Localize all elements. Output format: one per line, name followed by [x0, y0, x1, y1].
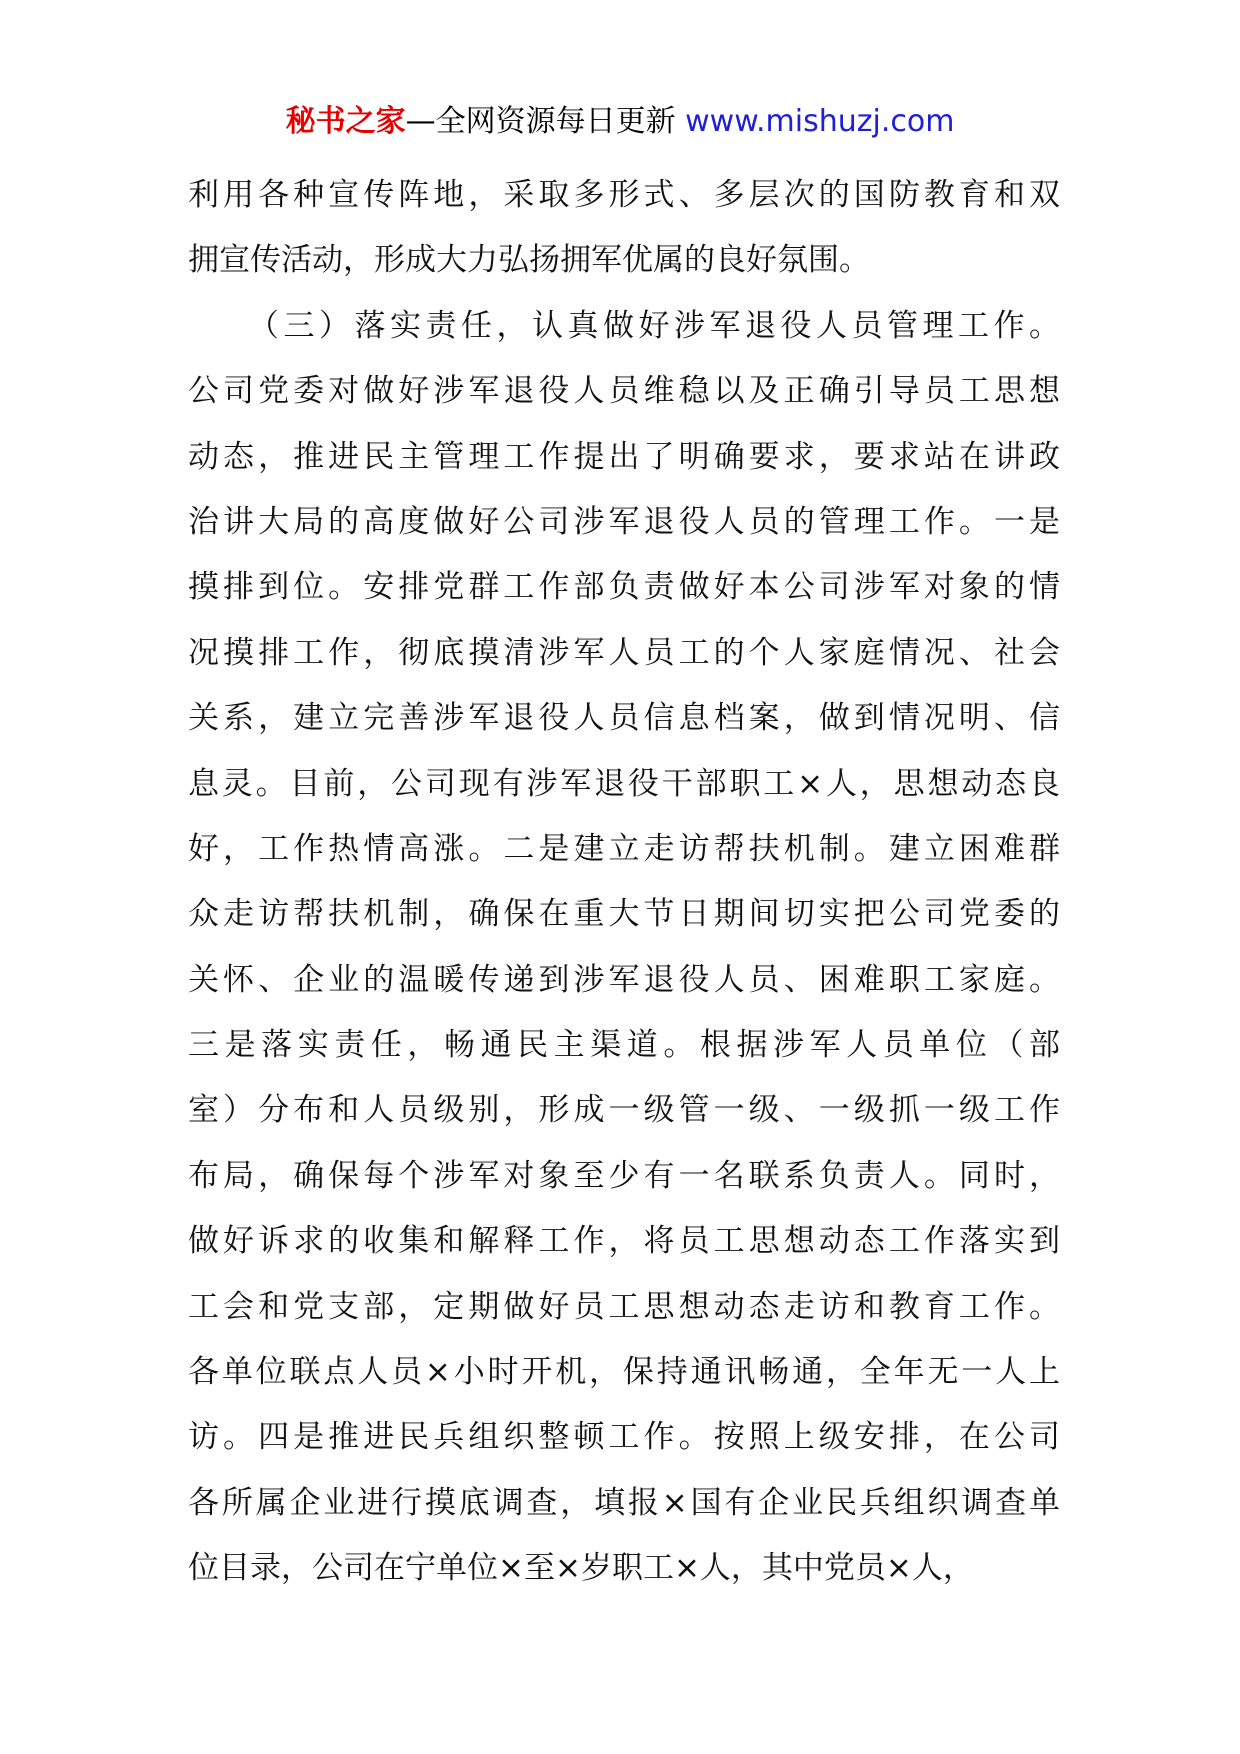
- section-heading: （三）落实责任，认真做好涉军退役人员管理工作。: [248, 307, 1060, 344]
- body-line: 各单位联点人员×小时开机，保持通讯畅通，全年无一人上: [188, 1354, 1060, 1391]
- body-line: 工会和党支部，定期做好员工思想动态走访和教育工作。: [188, 1288, 1060, 1325]
- body-line: 治讲大局的高度做好公司涉军退役人员的管理工作。一是: [188, 503, 1060, 540]
- body-line: 好，工作热情高涨。二是建立走访帮扶机制。建立困难群: [188, 830, 1060, 867]
- body-line: 做好诉求的收集和解释工作，将员工思想动态工作落实到: [188, 1223, 1060, 1260]
- body-line: 息灵。目前，公司现有涉军退役干部职工×人，思想动态良: [188, 765, 1060, 802]
- body-line: 三是落实责任，畅通民主渠道。根据涉军人员单位（部: [188, 1027, 1060, 1064]
- body-line: 摸排到位。安排党群工作部负责做好本公司涉军对象的情: [188, 569, 1060, 606]
- body-line: 利用各种宣传阵地，采取多形式、多层次的国防教育和双: [188, 177, 1060, 213]
- body-line: 关系，建立完善涉军退役人员信息档案，做到情况明、信: [188, 700, 1060, 737]
- body-line: 各所属企业进行摸底调查，填报×国有企业民兵组织调查单: [188, 1484, 1060, 1521]
- body-line: 众走访帮扶机制，确保在重大节日期间切实把公司党委的: [188, 896, 1060, 933]
- body-line: 室）分布和人员级别，形成一级管一级、一级抓一级工作: [188, 1092, 1060, 1129]
- body-line: 况摸排工作，彻底摸清涉军人员工的个人家庭情况、社会: [188, 634, 1060, 671]
- site-url-link[interactable]: www.mishuzj.com: [685, 104, 955, 139]
- body-line: 公司党委对做好涉军退役人员维稳以及正确引导员工思想: [188, 373, 1060, 410]
- body-line: 拥宣传活动，形成大力弘扬拥军优属的良好氛围。: [188, 242, 870, 279]
- body-line: 动态，推进民主管理工作提出了明确要求，要求站在讲政: [188, 438, 1060, 475]
- brand-name: 秘书之家: [285, 104, 406, 139]
- document-body: [188, 163, 1060, 1602]
- page-header: [0, 100, 1240, 144]
- body-line: 访。四是推进民兵组织整顿工作。按照上级安排，在公司: [188, 1419, 1060, 1456]
- body-line: 位目录，公司在宁单位×至×岁职工×人，其中党员×人，: [188, 1550, 974, 1587]
- header-tagline: —全网资源每日更新: [405, 104, 676, 139]
- body-line: 关怀、企业的温暖传递到涉军退役人员、困难职工家庭。: [188, 961, 1060, 998]
- body-line: 布局，确保每个涉军对象至少有一名联系负责人。同时，: [188, 1157, 1060, 1194]
